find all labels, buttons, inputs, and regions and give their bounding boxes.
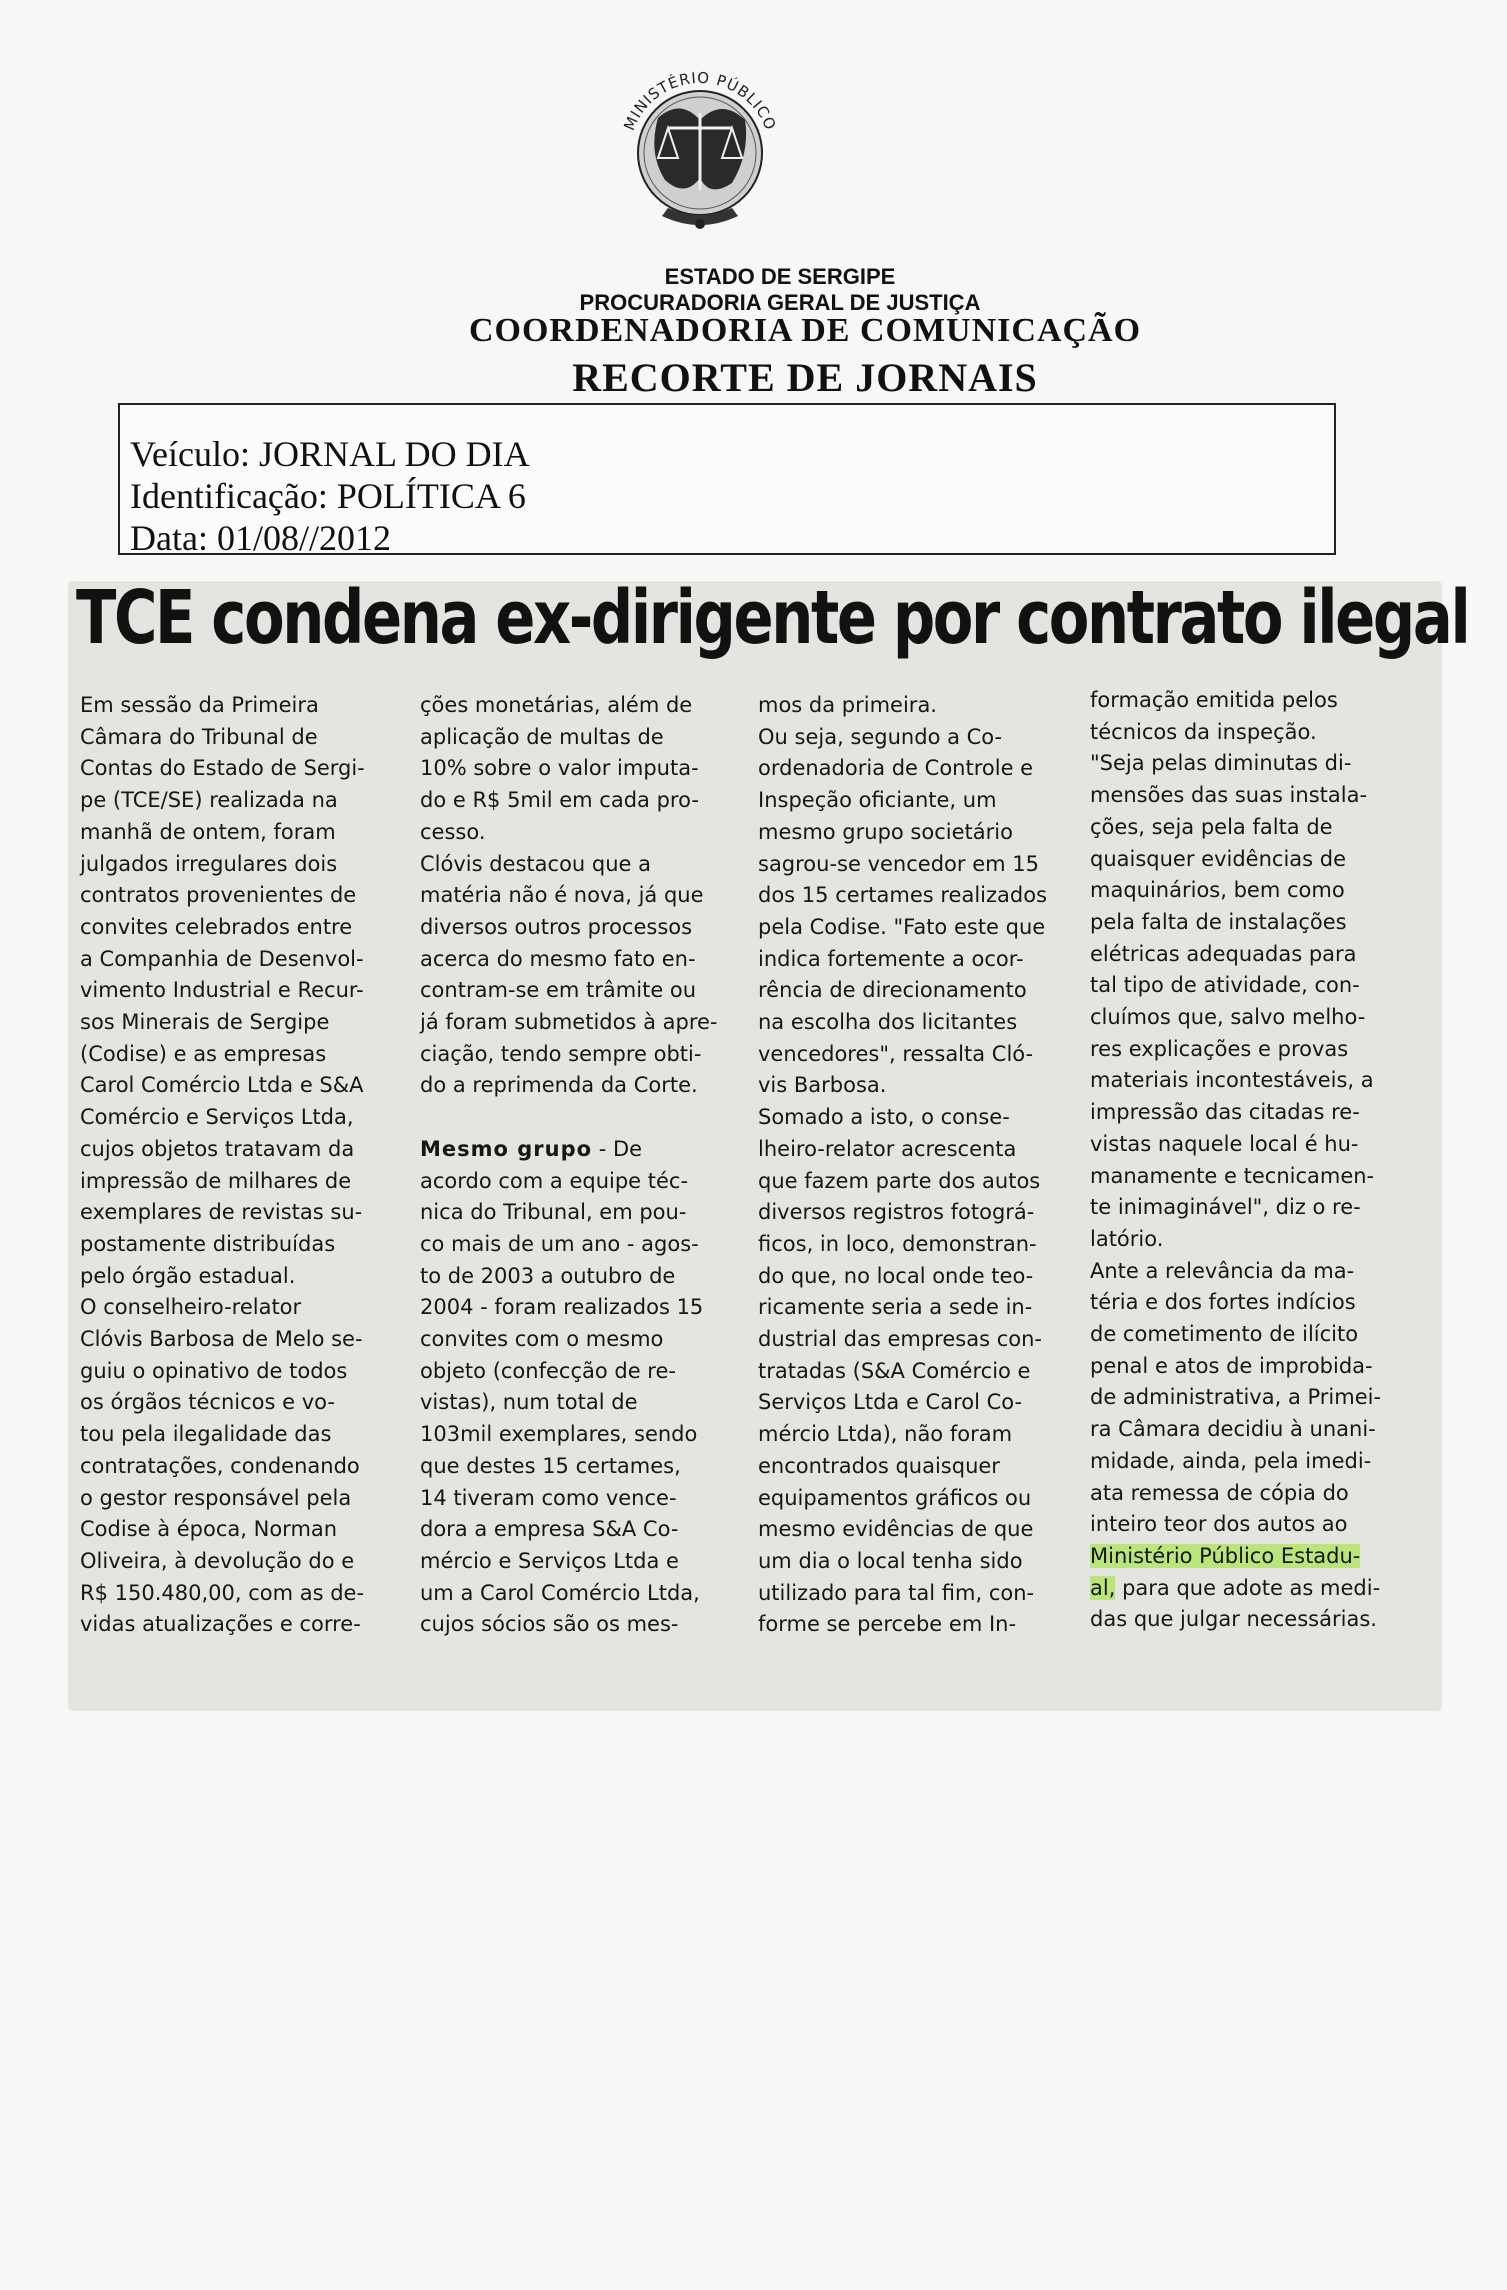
clipping-metadata-box (118, 403, 1336, 558)
meta-veiculo: Veículo: JORNAL DO DIA (130, 434, 530, 474)
column-2-text-b: - De acordo com a equipe téc- nica do Tribunal, em pou- co mais de um ano - agos- to de 2003 a outubro de 2004 - foram realizados 15 convites com o mesmo objeto (confecção de re- vistas), num total de 103mil exemplares, sendo que destes 15 certames, 14 tiveram como vence- dora a empresa S&A Co- mércio e Serviços Ltda e um a Carol Comércio Ltda, cujos sócios são os mes- (420, 1136, 704, 1637)
ministerio-publico-seal (600, 58, 800, 248)
header-state: ESTADO DE SERGIPE (664, 264, 896, 289)
seal-text: MINISTÉRIO PÚBLICO (620, 68, 780, 134)
highlighted-text-1: Ministério Público Estadu- (1090, 1543, 1361, 1568)
column-4-text-a: formação emitida pelos técnicos da inspeção. "Seja pelas diminutas di- mensões das suas instala- ções, seja pela falta de quaisquer evidências de maquinários, bem como pela falta de instalações elétricas adequadas para tal tipo de atividade, con- cluímos que, salvo melho- res explicações e provas materiais incontestáveis, a impressão das citadas re- vistas naquele local é hu- manamente e tecnicamen- te inimaginável", diz o re- latório. Ante a relevância da ma- téria e dos fortes indícios de cometimento de ilícito penal e atos de improbida- de administrativa, a Primei- ra Câmara decidiu à unani- midade, ainda, pela imedi- ata remessa de cópia do inteiro teor dos autos ao (1090, 688, 1382, 1537)
header-coordenadoria: COORDENADORIA DE COMUNICAÇÃO (468, 312, 1142, 349)
meta-identificacao: Identificação: POLÍTICA 6 (130, 476, 526, 516)
highlighted-text-2: al, (1090, 1575, 1116, 1600)
section-subhead: Mesmo grupo (420, 1136, 593, 1161)
meta-data: Data: 01/08//2012 (130, 518, 391, 558)
column-2-text-a: ções monetárias, além de aplicação de multas de 10% sobre o valor imputa- do e R$ 5mil em cada pro- cesso. Clóvis destacou que a matéria não é nova, já que diversos outros processos acerca do mesmo fato en- contram-se em trâmite ou já foram submetidos à apre- ciação, tendo sempre obti- do a reprimenda da Corte. (420, 693, 718, 1098)
article-column-1: Em sessão da Primeira Câmara do Tribunal de Contas do Estado de Sergi- pe (TCE/SE) realizada na manhã de ontem, foram julgados irregulares dois contratos provenientes de convites celebrados entre a Companhia de Desenvol- vimento Industrial e Recur- sos Minerais de Sergipe (Codise) e as empresas Carol Comércio Ltda e S&A Comércio e Serviços Ltda, cujos objetos tratavam da impressão de milhares de exemplares de revistas su- postamente distribuídas pelo órgão estadual. O conselheiro-relator Clóvis Barbosa de Melo se- guiu o opinativo de todos os órgãos técnicos e vo- tou pela ilegalidade das contratações, condenando o gestor responsável pela Codise à época, Norman Oliveira, à devolução do e R$ 150.480,00, com as de- vidas atualizações e corre- (80, 693, 365, 1637)
article-column-2 (420, 690, 760, 1641)
column-4-text-b: para que adote as medi- das que julgar necessárias. (1090, 1575, 1381, 1632)
article-column-4 (1090, 685, 1430, 1636)
header-recorte: RECORTE DE JORNAIS (572, 355, 1038, 400)
newspaper-clipping (70, 575, 1469, 1709)
article-column-3: mos da primeira. Ou seja, segundo a Co- ordenadoria de Controle e Inspeção oficiante, um mesmo grupo societário sagrou-se vencedor em 15 dos 15 certames realizados pela Codise. "Fato este que indica fortemente a ocor- rência de direcionamento na escolha dos licitantes vencedores", ressalta Cló- vis Barbosa. Somado a isto, o conse- lheiro-relator acrescenta que fazem parte dos autos diversos registros fotográ- ficos, in loco, demonstran- do que, no local onde teo- ricamente seria a sede in- dustrial das empresas con- tratadas (S&A Comércio e Serviços Ltda e Carol Co- mércio Ltda), não foram encontrados quaisquer equipamentos gráficos ou mesmo evidências de que um dia o local tenha sido utilizado para tal fim, con- forme se percebe em In- (758, 693, 1048, 1637)
article-headline: TCE condena ex-dirigente por contrato ilegal (76, 575, 1469, 661)
header-procuradoria: PROCURADORIA GERAL DE JUSTIÇA (579, 290, 981, 315)
